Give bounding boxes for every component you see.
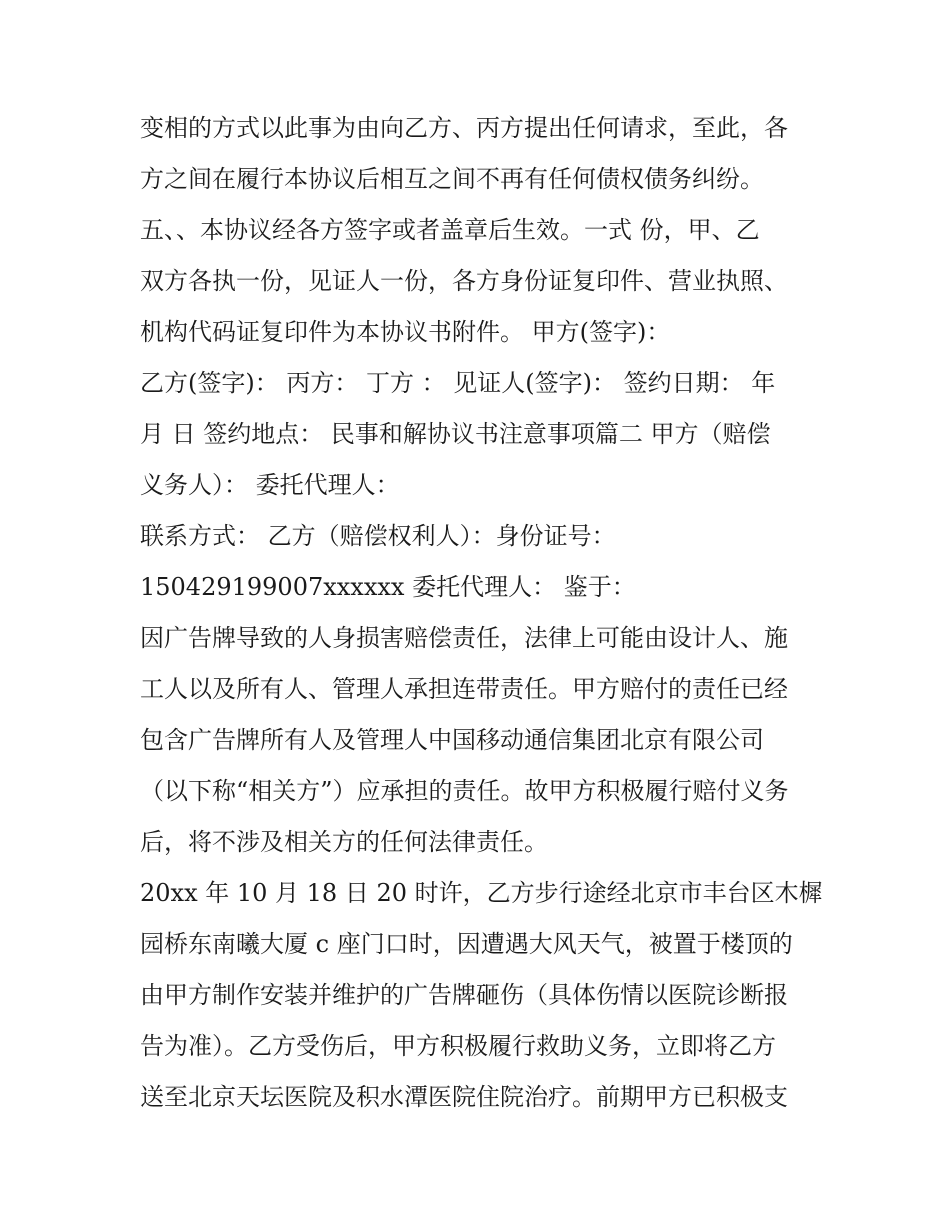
text-line: （以下称“相关方”）应承担的责任。故甲方积极履行赔付义务	[140, 777, 789, 805]
text-line: 月 日 签约地点： 民事和解协议书注意事项篇二 甲方（赔偿	[140, 420, 771, 448]
text-line: 包含广告牌所有人及管理人中国移动通信集团北京有限公司	[140, 726, 764, 754]
text-line: 联系方式： 乙方（赔偿权利人）：身份证号：	[140, 522, 616, 550]
text-line: 双方各执一份，见证人一份，各方身份证复印件、营业执照、	[140, 267, 788, 295]
text-line: 义务人）： 委托代理人：	[140, 471, 400, 499]
text-line: 20xx 年 10 月 18 日 20 时许，乙方步行途经北京市丰台区木樨	[140, 879, 823, 907]
text-line: 园桥东南曦大厦 c 座门口时，因遭遇大风天气，被置于楼顶的	[140, 930, 793, 958]
text-line: 工人以及所有人、管理人承担连带责任。甲方赔付的责任已经	[140, 675, 788, 703]
text-line: 因广告牌导致的人身损害赔偿责任，法律上可能由设计人、施	[140, 624, 788, 652]
text-line: 150429199007xxxxxx 委托代理人： 鉴于：	[140, 573, 636, 601]
text-line: 方之间在履行本协议后相互之间不再有任何债权债务纠纷。	[140, 165, 764, 193]
text-line: 机构代码证复印件为本协议书附件。 甲方(签字)：	[140, 318, 671, 346]
text-line: 由甲方制作安装并维护的广告牌砸伤（具体伤情以医院诊断报	[140, 981, 788, 1009]
text-line: 五、、本协议经各方签字或者盖章后生效。一式 份，甲、乙	[140, 216, 760, 244]
text-line: 后，将不涉及相关方的任何法律责任。	[140, 828, 548, 856]
text-line: 送至北京天坛医院及积水潭医院住院治疗。前期甲方已积极支	[140, 1083, 788, 1111]
text-line: 告为准）。乙方受伤后，甲方积极履行救助义务，立即将乙方	[140, 1032, 776, 1060]
document-body	[140, 103, 830, 1123]
text-line: 变相的方式以此事为由向乙方、丙方提出任何请求，至此，各	[140, 114, 788, 142]
text-line: 乙方(签字)： 丙方： 丁方 ： 见证人(签字)： 签约日期： 年	[140, 369, 776, 397]
